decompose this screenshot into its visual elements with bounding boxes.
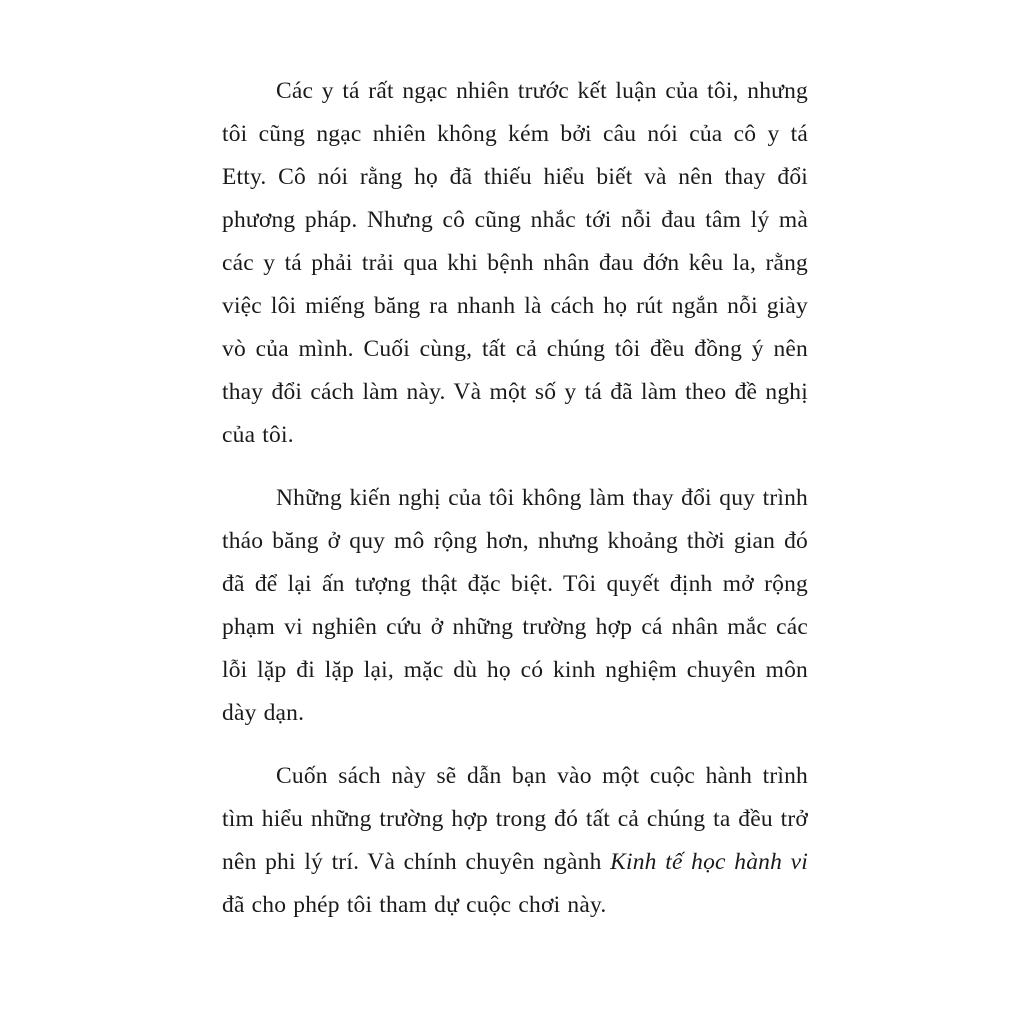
paragraph: Các y tá rất ngạc nhiên trước kết luận của tôi, nhưng tôi cũng ngạc nhiên không kém bởi câu nói của cô y tá Etty. Cô nói rằng họ đã thiếu hiểu biết và nên thay đổi phương pháp. Nhưng cô cũng nhắc tới nỗi đau tâm lý mà các y tá phải trải qua khi bệnh nhân đau đớn kêu la, rằng việc lôi miếng băng ra nhanh là cách họ rút ngắn nỗi giày vò của mình. Cuối cùng, tất cả chúng tôi đều đồng ý nên thay đổi cách làm này. Và một số y tá đã làm theo đề nghị của tôi. xyxy=(222,78,808,448)
paragraph-text-after: đã cho phép tôi tham dự cuộc chơi này. xyxy=(222,892,607,918)
paragraph xyxy=(222,755,808,927)
italic-term: Kinh tế học hành vi xyxy=(610,849,808,875)
paragraph: Những kiến nghị của tôi không làm thay đổi quy trình tháo băng ở quy mô rộng hơn, nhưng khoảng thời gian đó đã để lại ấn tượng thật đặc biệt. Tôi quyết định mở rộng phạm vi nghiên cứu ở những trường hợp cá nhân mắc các lỗi lặp đi lặp lại, mặc dù họ có kinh nghiệm chuyên môn dày dạn. xyxy=(222,485,808,726)
paragraph-text-before: Cuốn sách này sẽ dẫn bạn vào một cuộc hành trình tìm hiểu những trường hợp trong đó tất cả chúng ta đều trở nên phi lý trí. Và chính chuyên ngành xyxy=(222,763,808,875)
text-column xyxy=(222,70,808,927)
